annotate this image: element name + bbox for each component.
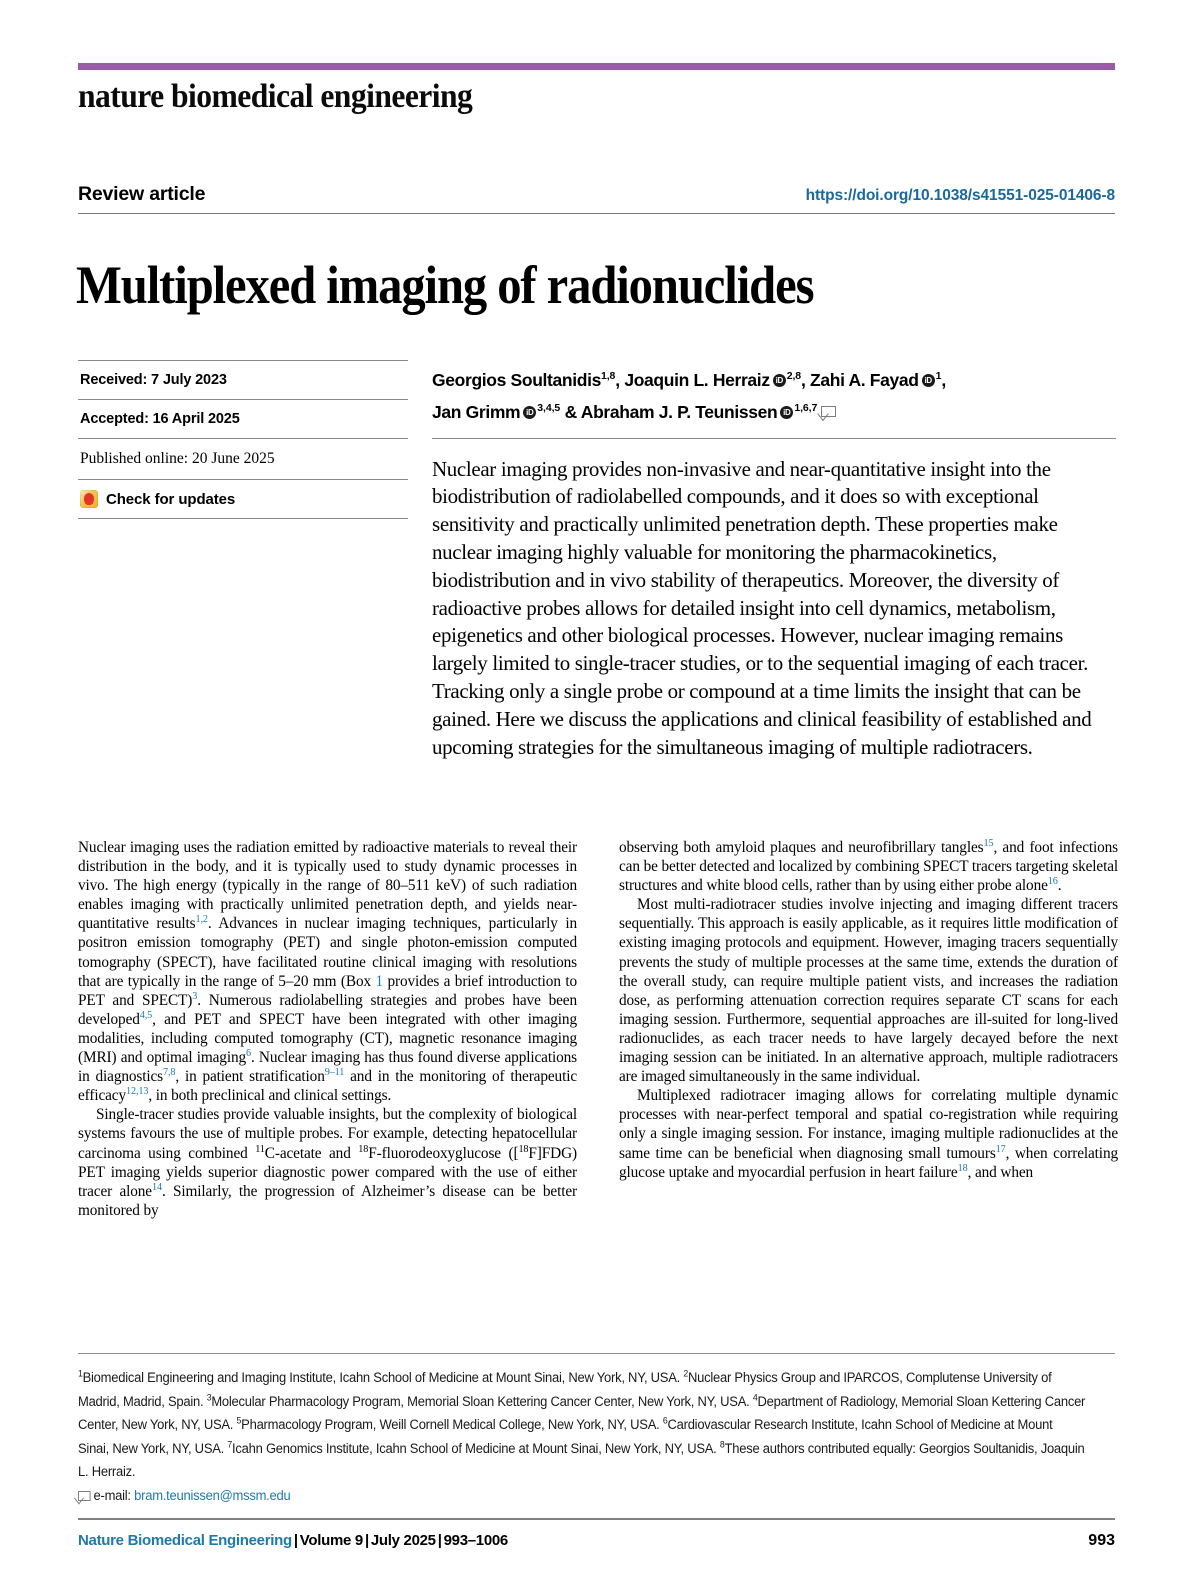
orcid-icon[interactable] (523, 406, 536, 419)
affiliation-text: Nuclear Physics Group and IPARCOS, Complutense University of Madrid, Madrid, Spain. (78, 1370, 1052, 1409)
published-date: Published online: 20 June 2025 (80, 450, 275, 467)
envelope-icon (78, 1491, 91, 1501)
paragraph (78, 838, 577, 1105)
affiliation-marker: 8 (719, 1439, 725, 1450)
reference-citation[interactable]: 14 (151, 1181, 162, 1193)
footer-date: July 2025 (370, 1532, 436, 1549)
text-run: . Similarly, the progression of Alzheimer’s disease can be better monitored by (78, 1182, 577, 1219)
check-for-updates-label: Check for updates (106, 490, 236, 508)
footer-citation: Nature Biomedical Engineering | Volume 9 | July 2025 | 993–1006 (78, 1532, 508, 1549)
text-run: . Numerous radiolabelling strategies and probes have been developed (78, 991, 577, 1028)
doi-link[interactable]: https://doi.org/10.1038/s41551-025-01406-8 (805, 187, 1115, 204)
body-column-left (78, 838, 577, 1220)
orcid-icon[interactable] (773, 374, 786, 387)
page-footer (78, 1532, 1115, 1550)
text-run: . Advances in nuclear imaging techniques, particularly in positron emission tomography (PET) and single photon-emission computed tomography (SPECT), have facilitated routine clinical imaging with resolutions that are typically in the range of 5–20 mm (Box (78, 915, 577, 990)
text-run: , and PET and SPECT have been integrated with other imaging modalities, including computed tomography (CT), magnetic resonance imaging (MRI) and optimal imaging (78, 1010, 577, 1067)
text-run: . (1057, 877, 1062, 895)
affiliation-text: Department of Radiology, Memorial Sloan Kettering Cancer Center, New York, NY, USA. (78, 1393, 1086, 1433)
affiliation-text: Biomedical Engineering and Imaging Institute, Icahn School of Medicine at Mount Sinai, New York, NY, USA. (82, 1370, 684, 1385)
reference-citation[interactable]: 17 (995, 1143, 1006, 1155)
author-affil-sup: 1 (935, 370, 942, 382)
affiliation-marker: 4 (752, 1392, 758, 1403)
body-column-right (619, 838, 1118, 1220)
isotope-superscript: 11 (255, 1143, 265, 1155)
reference-citation[interactable]: 18 (957, 1162, 968, 1174)
affiliation-marker: 1 (78, 1368, 83, 1379)
page-number: 993 (1088, 1532, 1115, 1549)
author-affil-sup: 1,6,7 (794, 401, 818, 414)
text-run: Nuclear imaging uses the radiation emitted by radioactive materials to reveal their distribution in the body, and it is typically used to study dynamic processes in vivo. The high energy (typically in the range of 80–511 keV) of such radiation enables imaging with practically unlimited penetration depth, and yields near-quantitative results (78, 839, 577, 933)
journal-accent-bar (78, 63, 1115, 70)
email-link[interactable]: bram.teunissen@mssm.edu (134, 1487, 291, 1503)
orcid-icon[interactable] (922, 374, 935, 387)
author-name: , Zahi A. Fayad (801, 369, 919, 390)
isotope-superscript: 18 (518, 1143, 529, 1155)
reference-citation[interactable]: 15 (983, 837, 994, 849)
text-run: . Nuclear imaging has thus found diverse applications in diagnostics (78, 1049, 577, 1086)
paragraph (619, 1086, 1118, 1181)
reference-citation[interactable]: 4,5 (139, 1009, 153, 1021)
author-name: Georgios Soultanidis (432, 369, 601, 390)
abstract-divider (432, 438, 1116, 439)
author-affil-sup: 3,4,5 (537, 401, 561, 414)
affiliation-text: These authors contributed equally: Georgios Soultanidis, Joaquin L. Herraiz. (78, 1440, 1085, 1480)
affiliations-block (78, 1366, 1087, 1508)
footer-volume: Volume 9 (299, 1532, 363, 1549)
reference-citation[interactable]: 16 (1047, 876, 1058, 888)
affiliation-text: Molecular Pharmacology Program, Memorial Sloan Kettering Cancer Center, New York, NY, USA. (211, 1393, 753, 1409)
authors-and-abstract (432, 362, 1116, 761)
affiliation-marker: 3 (206, 1392, 212, 1403)
author-name: & Abraham J. P. Teunissen (564, 401, 778, 422)
article-type-row (78, 183, 1115, 206)
check-for-updates-button[interactable] (78, 480, 408, 518)
paragraph (78, 1105, 577, 1220)
affiliation-text: Icahn Genomics Institute, Icahn School of Medicine at Mount Sinai, New York, NY, USA. (232, 1440, 720, 1456)
affiliations-divider (78, 1353, 1115, 1354)
orcid-icon[interactable] (780, 406, 793, 419)
reference-citation[interactable]: 1,2 (195, 914, 208, 926)
accepted-date: Accepted: 16 April 2025 (80, 411, 240, 427)
text-run: F-fluorodeoxyglucose ([ (368, 1144, 519, 1162)
text-run: and in the monitoring of therapeutic efficacy (78, 1068, 577, 1105)
text-run: , and foot infections can be better detected and localized by combining SPECT tracers targeting skeletal structures and white blood cells, rather than by using either probe alone (619, 839, 1119, 895)
header-divider (78, 213, 1115, 214)
received-date: Received: 7 July 2023 (80, 372, 227, 388)
body-columns (78, 838, 1118, 1220)
footer-divider (78, 1518, 1115, 1520)
reference-citation[interactable]: 6 (246, 1047, 252, 1059)
publication-metadata (78, 360, 408, 519)
footer-pages: 993–1006 (443, 1532, 508, 1549)
affiliation-text: Cardiovascular Research Institute, Icahn School of Medicine at Mount Sinai, New York, NY, USA. (78, 1417, 1053, 1456)
text-run: , and when (967, 1163, 1034, 1181)
article-type-label: Review article (78, 183, 206, 205)
author-list (432, 362, 1116, 426)
author-name: , Joaquin L. Herraiz (615, 369, 770, 390)
author-affil-sup: 1,8 (601, 370, 616, 382)
page-title: Multiplexed imaging of radionuclides (76, 255, 814, 316)
reference-citation[interactable]: 3 (192, 990, 198, 1002)
paragraph (619, 838, 1118, 895)
reference-citation[interactable]: 12,13 (126, 1086, 149, 1098)
abstract-text: Nuclear imaging provides non-invasive and near-quantitative insight into the biodistribution of radiolabelled compounds, and it does so with exceptional sensitivity and practically unlimited penetration depth. These properties make nuclear imaging highly valuable for monitoring the pharmacokinetics, biodistribution and in vivo stability of therapeutics. Moreover, the diversity of radioactive probes allows for detailed insight into cell dynamics, metabolism, epigenetics and other biological processes. However, nuclear imaging remains largely limited to single-tracer studies, or to the sequential imaging of each tracer. Tracking only a single probe or compound at a time limits the insight that can be gained. Here we discuss the applications and clinical feasibility of established and upcoming strategies for the simultaneous imaging of multiple radiotracers. (432, 456, 1092, 759)
text-run: Multiplexed radiotracer imaging allows for correlating multiple dynamic processes with near-perfect temporal and spatial co-registration while requiring only a single imaging session. For instance, imaging multiple radionuclides at the same time can be beneficial when diagnosing small tumours (619, 1087, 1118, 1162)
isotope-superscript: 18 (358, 1143, 369, 1155)
text-run: provides a brief introduction to PET and SPECT) (78, 972, 577, 1009)
text-run: observing both amyloid plaques and neurofibrillary tangles (619, 839, 984, 856)
corresponding-email-line (78, 1484, 1087, 1508)
affiliation-text: Pharmacology Program, Weill Cornell Medical College, New York, NY, USA. (241, 1417, 663, 1433)
author-separator: , (941, 369, 946, 390)
text-run: C-acetate and (264, 1144, 359, 1162)
paragraph: Most multi-radiotracer studies involve injecting and imaging different tracers sequentially. This approach is easily applicable, as it requires little modification of existing imaging protocols and equipment. However, imaging tracers sequentially prevents the study of multiple processes at the same time, extends the duration of the overall study, can require multiple patient vists, and increases the radiation dose, as performing attenuation correction requires separate CT scans for each imaging session. Furthermore, sequential approaches are ill-suited for long-lived radionuclides, as each tracer needs to have largely decayed before the next imaging session can be initiated. In an alternative approach, multiple radiotracers are imaged simultaneously in the same individual. (619, 896, 1118, 1086)
text-run: , when correlating glucose uptake and myocardial perfusion in heart failure (619, 1144, 1118, 1181)
affiliation-marker: 6 (662, 1415, 668, 1426)
text-run: F]FDG) PET imaging yields superior diagnostic power compared with the use of either tracer alone (78, 1144, 577, 1200)
footer-journal-name: Nature Biomedical Engineering (78, 1532, 292, 1549)
email-icon[interactable] (821, 406, 836, 417)
crossmark-icon (80, 490, 98, 508)
author-name: Jan Grimm (432, 401, 521, 422)
affiliation-marker: 2 (683, 1368, 689, 1379)
text-run: , in both preclinical and clinical settings. (148, 1087, 392, 1105)
author-affil-sup: 2,8 (786, 370, 802, 382)
meta-divider (78, 518, 408, 519)
text-run: Single-tracer studies provide valuable insights, but the complexity of biological systems favours the use of multiple probes. For example, detecting hepatocellular carcinoma using combined (78, 1106, 577, 1162)
journal-name: nature biomedical engineering (78, 78, 473, 115)
reference-citation[interactable]: 7,8 (163, 1067, 176, 1079)
reference-citation[interactable]: 9–11 (324, 1067, 345, 1079)
email-label: e-mail: (93, 1487, 135, 1503)
affiliation-marker: 7 (227, 1439, 233, 1450)
affiliation-marker: 5 (236, 1415, 242, 1426)
text-run: , in patient stratification (175, 1068, 325, 1086)
box-link[interactable]: 1 (375, 972, 384, 990)
